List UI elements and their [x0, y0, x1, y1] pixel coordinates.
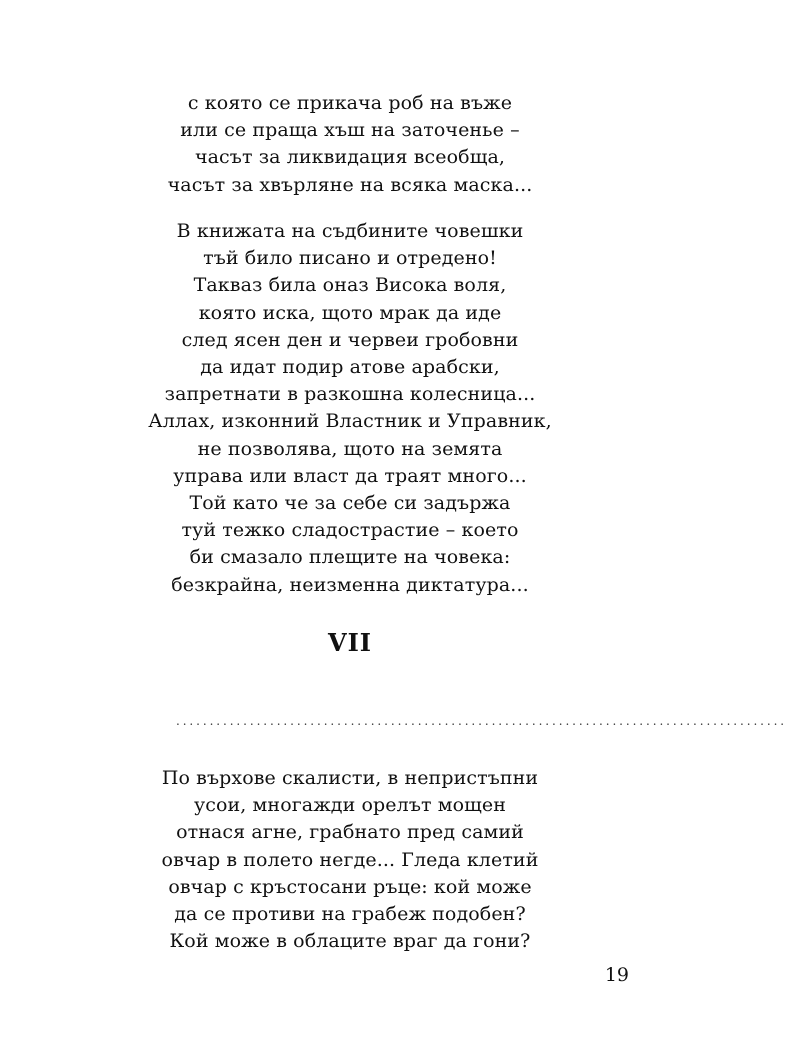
section-heading: VII — [327, 628, 373, 657]
verse-line: туй тежко сладострастие – което — [181, 519, 519, 542]
stanza — [0, 218, 700, 599]
verse-line: Той като че за себе си задържа — [189, 492, 511, 515]
verse-line: управа или власт да траят много... — [173, 464, 527, 487]
verse-line: усои, многажди орелът мощен — [193, 794, 507, 817]
verse-line: с която се прикача роб на въже — [187, 92, 513, 114]
verse-line: отнася агне, грабнато пред самий — [176, 821, 524, 844]
verse-line: По върхове скалисти, в непристъпни — [161, 767, 539, 789]
verse-line: или се праща хъш на заточенье – — [180, 119, 520, 142]
verse-line: Кой може в облаците враг да гони? — [169, 930, 531, 953]
verse-line: Такваз била оназ Висока воля, — [193, 274, 507, 297]
verse-line: не позволява, щото на земята — [197, 437, 503, 460]
verse-line: да идат подир атове арабски, — [200, 356, 500, 379]
verse-line: часът за ликвидация всеобща, — [194, 146, 506, 169]
verse-line: след ясен ден и червеи гробовни — [181, 328, 519, 351]
verse-line: Аллах, изконний Властник и Управник, — [148, 410, 552, 433]
verse-line: В книжата на съдбините човешки — [176, 220, 524, 242]
dotted-separator: ........................................................................................... — [176, 714, 787, 728]
verse-line: безкрайна, неизменна диктатура... — [171, 573, 529, 596]
verse-line: да се противи на грабеж подобен? — [174, 903, 526, 926]
verse-line: овчар с кръстосани ръце: кой може — [168, 875, 532, 898]
verse-line: овчар в полето негде... Гледа клетий — [161, 848, 539, 871]
verse-line: която иска, щото мрак да иде — [198, 301, 502, 324]
verse-line: часът за хвърляне на всяка маска... — [167, 173, 533, 196]
verse-line: би смазало плещите на човека: — [189, 546, 511, 569]
stanza — [0, 90, 700, 199]
verse-line: тъй било писано и отредено! — [203, 247, 497, 270]
stanza — [0, 765, 700, 955]
verse-line: запретнати в разкошна колесница... — [164, 383, 536, 406]
page-number: 19 — [604, 964, 629, 986]
